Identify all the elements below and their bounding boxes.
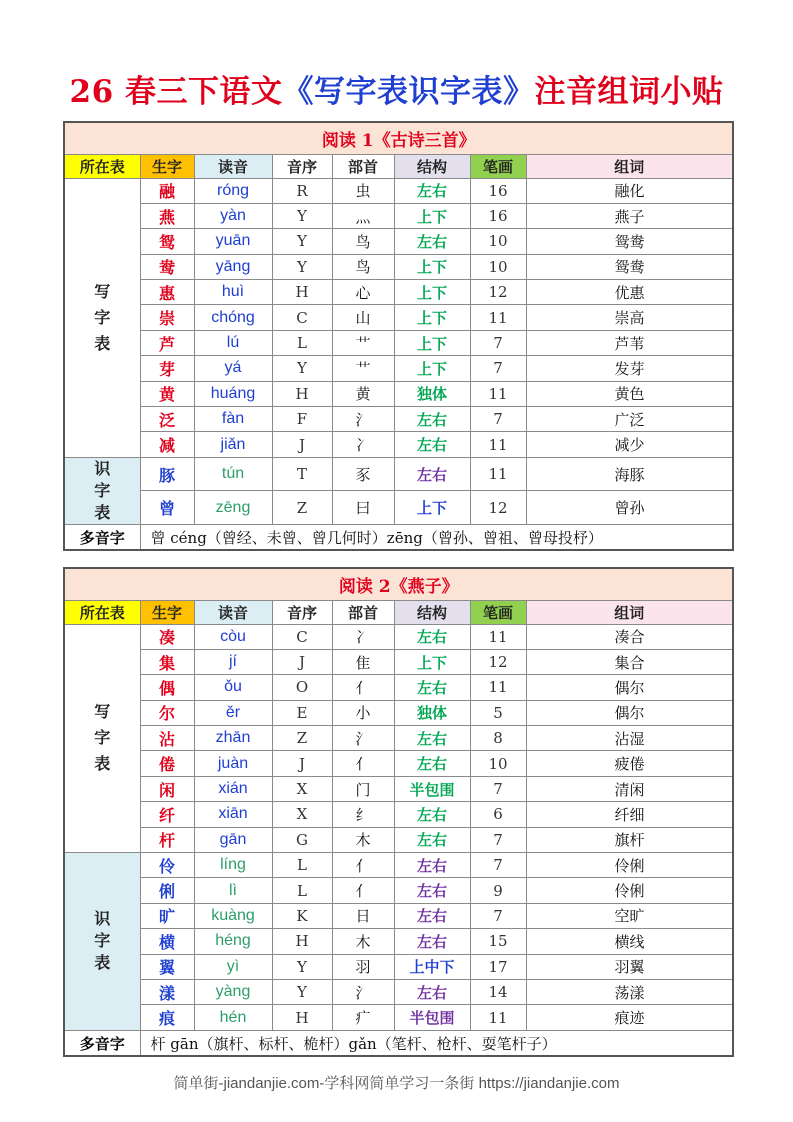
table-row	[64, 381, 733, 406]
order-cell: Y	[272, 954, 332, 979]
pinyin-cell: ǒu	[194, 675, 272, 700]
word-cell: 鸳鸯	[526, 229, 733, 254]
order-cell: X	[272, 776, 332, 801]
word-cell: 广泛	[526, 407, 733, 432]
structure-cell: 上下	[394, 491, 470, 525]
structure-cell: 左右	[394, 979, 470, 1004]
pinyin-cell: huáng	[194, 381, 272, 406]
stroke-count-cell: 7	[470, 407, 526, 432]
structure-cell: 上下	[394, 203, 470, 228]
word-cell: 横线	[526, 929, 733, 954]
pinyin-cell: yuān	[194, 229, 272, 254]
radical-cell: 虫	[332, 178, 394, 203]
pinyin-cell: còu	[194, 624, 272, 649]
stroke-count-cell: 17	[470, 954, 526, 979]
table-row	[64, 878, 733, 903]
table-row	[64, 356, 733, 381]
table-row	[64, 203, 733, 228]
radical-cell: 鸟	[332, 254, 394, 279]
location-char: 表	[94, 953, 111, 973]
character-cell: 鸳	[140, 229, 194, 254]
location-char: 字	[94, 931, 111, 951]
column-header: 音序	[272, 154, 332, 178]
character-cell: 伶	[140, 853, 194, 878]
column-header: 部首	[332, 154, 394, 178]
word-cell: 崇高	[526, 305, 733, 330]
title-part-1: 26 春三下语文	[69, 74, 283, 110]
character-cell: 倦	[140, 751, 194, 776]
structure-cell: 左右	[394, 457, 470, 491]
table-row	[64, 407, 733, 432]
stroke-count-cell: 11	[470, 457, 526, 491]
page-title	[0, 66, 793, 111]
location-char: 表	[94, 333, 111, 353]
pinyin-cell: zēng	[194, 491, 272, 525]
character-cell: 芽	[140, 356, 194, 381]
radical-cell: 灬	[332, 203, 394, 228]
stroke-count-cell: 11	[470, 1005, 526, 1030]
word-cell: 伶俐	[526, 853, 733, 878]
order-cell: F	[272, 407, 332, 432]
location-char: 字	[94, 728, 111, 748]
word-cell: 空旷	[526, 903, 733, 928]
stroke-count-cell: 11	[470, 675, 526, 700]
character-cell: 俐	[140, 878, 194, 903]
column-header: 笔画	[470, 600, 526, 624]
word-cell: 曾孙	[526, 491, 733, 525]
word-cell: 鸳鸯	[526, 254, 733, 279]
order-cell: R	[272, 178, 332, 203]
order-cell: Y	[272, 203, 332, 228]
pinyin-cell: líng	[194, 853, 272, 878]
word-cell: 痕迹	[526, 1005, 733, 1030]
column-header: 结构	[394, 600, 470, 624]
radical-cell: 羽	[332, 954, 394, 979]
structure-cell: 左右	[394, 903, 470, 928]
word-cell: 燕子	[526, 203, 733, 228]
word-cell: 旗杆	[526, 827, 733, 852]
order-cell: L	[272, 330, 332, 355]
stroke-count-cell: 10	[470, 254, 526, 279]
character-cell: 融	[140, 178, 194, 203]
pinyin-cell: xián	[194, 776, 272, 801]
pinyin-cell: róng	[194, 178, 272, 203]
vocab-table-section-2	[63, 567, 734, 1057]
order-cell: X	[272, 802, 332, 827]
table-location-label	[64, 624, 140, 853]
radical-cell: 心	[332, 280, 394, 305]
table-location-label	[64, 178, 140, 457]
character-cell: 崇	[140, 305, 194, 330]
word-cell: 清闲	[526, 776, 733, 801]
radical-cell: 冫	[332, 624, 394, 649]
structure-cell: 左右	[394, 929, 470, 954]
column-header: 音序	[272, 600, 332, 624]
pinyin-cell: yāng	[194, 254, 272, 279]
radical-cell: 隹	[332, 649, 394, 674]
word-cell: 羽翼	[526, 954, 733, 979]
structure-cell: 独体	[394, 381, 470, 406]
order-cell: C	[272, 624, 332, 649]
table-row	[64, 979, 733, 1004]
word-cell: 纤细	[526, 802, 733, 827]
structure-cell: 左右	[394, 827, 470, 852]
character-cell: 豚	[140, 457, 194, 491]
table-row	[64, 178, 733, 203]
character-cell: 惠	[140, 280, 194, 305]
word-cell: 芦苇	[526, 330, 733, 355]
order-cell: Y	[272, 979, 332, 1004]
word-cell: 荡漾	[526, 979, 733, 1004]
table-row	[64, 649, 733, 674]
radical-cell: 亻	[332, 675, 394, 700]
character-cell: 泛	[140, 407, 194, 432]
structure-cell: 独体	[394, 700, 470, 725]
radical-cell: 亻	[332, 751, 394, 776]
character-cell: 杆	[140, 827, 194, 852]
stroke-count-cell: 7	[470, 903, 526, 928]
pinyin-cell: jí	[194, 649, 272, 674]
pinyin-cell: huì	[194, 280, 272, 305]
order-cell: O	[272, 675, 332, 700]
structure-cell: 左右	[394, 229, 470, 254]
column-header: 生字	[140, 600, 194, 624]
order-cell: C	[272, 305, 332, 330]
structure-cell: 上下	[394, 305, 470, 330]
location-char: 写	[94, 281, 111, 301]
title-part-2: 《写字表识字表》	[282, 74, 535, 110]
character-cell: 芦	[140, 330, 194, 355]
section-title: 阅读 2《燕子》	[64, 568, 733, 600]
table-row	[64, 491, 733, 525]
radical-cell: 纟	[332, 802, 394, 827]
order-cell: H	[272, 929, 332, 954]
radical-cell: 门	[332, 776, 394, 801]
structure-cell: 上中下	[394, 954, 470, 979]
structure-cell: 左右	[394, 853, 470, 878]
character-cell: 翼	[140, 954, 194, 979]
location-char: 写	[94, 702, 111, 722]
radical-cell: 氵	[332, 726, 394, 751]
order-cell: Z	[272, 491, 332, 525]
radical-cell: 艹	[332, 356, 394, 381]
table-row	[64, 305, 733, 330]
table-row	[64, 254, 733, 279]
order-cell: H	[272, 280, 332, 305]
pinyin-cell: juàn	[194, 751, 272, 776]
radical-cell: 木	[332, 827, 394, 852]
pinyin-cell: fàn	[194, 407, 272, 432]
pinyin-cell: lì	[194, 878, 272, 903]
table-location-label	[64, 853, 140, 1031]
table-row	[64, 751, 733, 776]
radical-cell: 疒	[332, 1005, 394, 1030]
structure-cell: 左右	[394, 878, 470, 903]
structure-cell: 左右	[394, 802, 470, 827]
character-cell: 漾	[140, 979, 194, 1004]
word-cell: 集合	[526, 649, 733, 674]
radical-cell: 豕	[332, 457, 394, 491]
stroke-count-cell: 14	[470, 979, 526, 1004]
stroke-count-cell: 12	[470, 280, 526, 305]
table-row	[64, 903, 733, 928]
column-header: 读音	[194, 600, 272, 624]
structure-cell: 左右	[394, 178, 470, 203]
order-cell: K	[272, 903, 332, 928]
radical-cell: 鸟	[332, 229, 394, 254]
order-cell: T	[272, 457, 332, 491]
location-char: 表	[94, 502, 111, 522]
column-header: 所在表	[64, 154, 140, 178]
order-cell: J	[272, 432, 332, 457]
structure-cell: 半包围	[394, 776, 470, 801]
stroke-count-cell: 5	[470, 700, 526, 725]
column-header: 部首	[332, 600, 394, 624]
structure-cell: 上下	[394, 330, 470, 355]
character-cell: 痕	[140, 1005, 194, 1030]
title-part-3: 注音组词小贴	[534, 74, 724, 110]
order-cell: L	[272, 853, 332, 878]
word-cell: 偶尔	[526, 675, 733, 700]
pinyin-cell: yá	[194, 356, 272, 381]
vocab-table-section-1	[63, 121, 734, 551]
pinyin-cell: gān	[194, 827, 272, 852]
stroke-count-cell: 9	[470, 878, 526, 903]
structure-cell: 左右	[394, 624, 470, 649]
character-cell: 黄	[140, 381, 194, 406]
stroke-count-cell: 15	[470, 929, 526, 954]
radical-cell: 氵	[332, 979, 394, 1004]
table-row	[64, 624, 733, 649]
character-cell: 曾	[140, 491, 194, 525]
pinyin-cell: jiǎn	[194, 432, 272, 457]
column-header: 组词	[526, 154, 733, 178]
radical-cell: 日	[332, 903, 394, 928]
radical-cell: 氵	[332, 407, 394, 432]
order-cell: J	[272, 751, 332, 776]
pinyin-cell: yì	[194, 954, 272, 979]
order-cell: L	[272, 878, 332, 903]
pinyin-cell: chóng	[194, 305, 272, 330]
order-cell: E	[272, 700, 332, 725]
polyphonic-label: 多音字	[64, 1030, 140, 1056]
word-cell: 黄色	[526, 381, 733, 406]
section-title: 阅读 1《古诗三首》	[64, 122, 733, 154]
stroke-count-cell: 10	[470, 229, 526, 254]
character-cell: 凑	[140, 624, 194, 649]
footer-source: 简单街-jiandanjie.com-学科网简单学习一条街 https://jiandanjie.com	[173, 1075, 620, 1092]
table-row	[64, 700, 733, 725]
character-cell: 减	[140, 432, 194, 457]
stroke-count-cell: 12	[470, 649, 526, 674]
column-header: 生字	[140, 154, 194, 178]
radical-cell: 山	[332, 305, 394, 330]
order-cell: Y	[272, 356, 332, 381]
structure-cell: 左右	[394, 726, 470, 751]
polyphonic-text: 杆 gān（旗杆、标杆、桅杆）gǎn（笔杆、枪杆、耍笔杆子）	[140, 1030, 733, 1056]
stroke-count-cell: 6	[470, 802, 526, 827]
column-header: 结构	[394, 154, 470, 178]
stroke-count-cell: 8	[470, 726, 526, 751]
stroke-count-cell: 11	[470, 624, 526, 649]
word-cell: 伶俐	[526, 878, 733, 903]
radical-cell: 木	[332, 929, 394, 954]
location-char: 字	[94, 480, 111, 500]
stroke-count-cell: 16	[470, 178, 526, 203]
table-row	[64, 330, 733, 355]
order-cell: Y	[272, 254, 332, 279]
stroke-count-cell: 10	[470, 751, 526, 776]
stroke-count-cell: 11	[470, 305, 526, 330]
polyphonic-label: 多音字	[64, 524, 140, 550]
table-row	[64, 675, 733, 700]
character-cell: 旷	[140, 903, 194, 928]
radical-cell: 黄	[332, 381, 394, 406]
pinyin-cell: xiān	[194, 802, 272, 827]
character-cell: 燕	[140, 203, 194, 228]
pinyin-cell: tún	[194, 457, 272, 491]
column-header: 笔画	[470, 154, 526, 178]
location-char: 识	[94, 458, 111, 478]
structure-cell: 上下	[394, 356, 470, 381]
stroke-count-cell: 11	[470, 432, 526, 457]
radical-cell: 冫	[332, 432, 394, 457]
table-row	[64, 280, 733, 305]
radical-cell: 亻	[332, 878, 394, 903]
pinyin-cell: yàn	[194, 203, 272, 228]
character-cell: 尔	[140, 700, 194, 725]
structure-cell: 左右	[394, 675, 470, 700]
order-cell: J	[272, 649, 332, 674]
word-cell: 优惠	[526, 280, 733, 305]
pinyin-cell: zhān	[194, 726, 272, 751]
structure-cell: 上下	[394, 280, 470, 305]
word-cell: 疲倦	[526, 751, 733, 776]
character-cell: 闲	[140, 776, 194, 801]
stroke-count-cell: 7	[470, 330, 526, 355]
character-cell: 纤	[140, 802, 194, 827]
table-row	[64, 432, 733, 457]
pinyin-cell: hén	[194, 1005, 272, 1030]
stroke-count-cell: 11	[470, 381, 526, 406]
word-cell: 减少	[526, 432, 733, 457]
table-row	[64, 229, 733, 254]
table-row	[64, 853, 733, 878]
order-cell: H	[272, 1005, 332, 1030]
character-cell: 沾	[140, 726, 194, 751]
radical-cell: 艹	[332, 330, 394, 355]
structure-cell: 左右	[394, 407, 470, 432]
table-location-label	[64, 457, 140, 524]
order-cell: Z	[272, 726, 332, 751]
word-cell: 发芽	[526, 356, 733, 381]
character-cell: 集	[140, 649, 194, 674]
table-row	[64, 726, 733, 751]
radical-cell: 亻	[332, 853, 394, 878]
location-char: 表	[94, 754, 111, 774]
order-cell: Y	[272, 229, 332, 254]
table-row	[64, 827, 733, 852]
pinyin-cell: lú	[194, 330, 272, 355]
character-cell: 横	[140, 929, 194, 954]
polyphonic-text: 曾 céng（曾经、未曾、曾几何时）zēng（曾孙、曾祖、曾母投杼）	[140, 524, 733, 550]
pinyin-cell: héng	[194, 929, 272, 954]
radical-cell: 小	[332, 700, 394, 725]
table-row	[64, 1005, 733, 1030]
stroke-count-cell: 16	[470, 203, 526, 228]
word-cell: 海豚	[526, 457, 733, 491]
table-row	[64, 802, 733, 827]
structure-cell: 上下	[394, 649, 470, 674]
word-cell: 偶尔	[526, 700, 733, 725]
structure-cell: 半包围	[394, 1005, 470, 1030]
stroke-count-cell: 7	[470, 853, 526, 878]
word-cell: 融化	[526, 178, 733, 203]
pinyin-cell: ěr	[194, 700, 272, 725]
table-row	[64, 776, 733, 801]
stroke-count-cell: 7	[470, 776, 526, 801]
location-char: 字	[94, 307, 111, 327]
word-cell: 沾湿	[526, 726, 733, 751]
column-header: 组词	[526, 600, 733, 624]
word-cell: 凑合	[526, 624, 733, 649]
column-header: 读音	[194, 154, 272, 178]
stroke-count-cell: 7	[470, 356, 526, 381]
stroke-count-cell: 7	[470, 827, 526, 852]
table-row	[64, 954, 733, 979]
structure-cell: 左右	[394, 751, 470, 776]
table-row	[64, 457, 733, 491]
character-cell: 鸯	[140, 254, 194, 279]
structure-cell: 上下	[394, 254, 470, 279]
order-cell: G	[272, 827, 332, 852]
stroke-count-cell: 12	[470, 491, 526, 525]
structure-cell: 左右	[394, 432, 470, 457]
order-cell: H	[272, 381, 332, 406]
pinyin-cell: kuàng	[194, 903, 272, 928]
pinyin-cell: yàng	[194, 979, 272, 1004]
radical-cell: 曰	[332, 491, 394, 525]
character-cell: 偶	[140, 675, 194, 700]
location-char: 识	[94, 909, 111, 929]
table-row	[64, 929, 733, 954]
column-header: 所在表	[64, 600, 140, 624]
